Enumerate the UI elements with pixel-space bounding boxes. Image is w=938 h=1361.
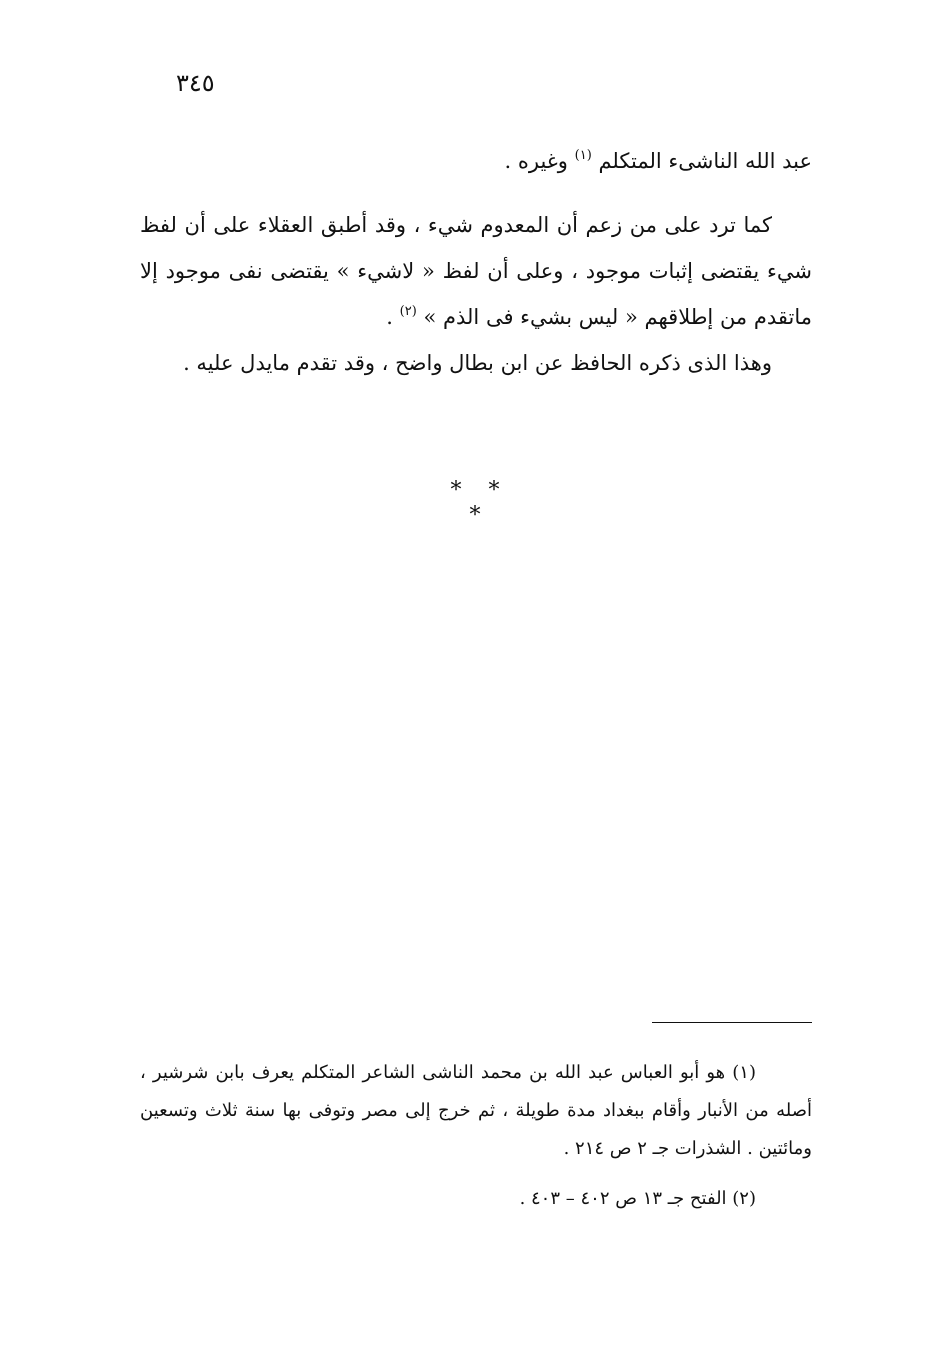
paragraph-3: وهذا الذى ذكره الحافظ عن ابن بطال واضح ، وقد تقدم مايدل عليه . bbox=[183, 351, 772, 375]
footnote-reference-2: (٢) bbox=[399, 304, 417, 319]
paragraph-2-text-end: . bbox=[386, 305, 393, 329]
section-separator-stars: * * * bbox=[450, 478, 510, 528]
footnote-2: (٢) الفتح جـ ١٣ ص ٤٠٢ – ٤٠٣ . bbox=[519, 1188, 756, 1209]
paragraph-1 bbox=[140, 138, 812, 184]
footnote-1: (١) هو أبو العباس عبد الله بن محمد الناشى الشاعر المتكلم يعرف بابن شرشير ، أصله من الأنبار وأقام ببغداد مدة طويلة ، ثم خرج إلى مصر وتوفى بها سنة ثلاث وتسعين ومائتين . الشذرات جـ ٢ ص ٢١٤ . bbox=[140, 1062, 812, 1159]
footnote-reference-1: (١) bbox=[574, 148, 592, 163]
paragraph-1-text: عبد الله الناشىء المتكلم bbox=[598, 149, 812, 173]
paragraph-1-text-end: وغيره . bbox=[504, 149, 568, 173]
footnote-divider bbox=[652, 1022, 812, 1023]
page-number: ٣٤٥ bbox=[176, 69, 215, 97]
paragraph-2-text: كما ترد على من زعم أن المعدوم شيء ، وقد أطبق العقلاء على أن لفظ شيء يقتضى إثبات موجود ، وعلى أن لفظ « لاشيء » يقتضى نفى موجود إلا ماتقدم من إطلاقهم « ليس بشيء فى الذم » bbox=[140, 213, 812, 329]
paragraph-2 bbox=[140, 202, 812, 340]
